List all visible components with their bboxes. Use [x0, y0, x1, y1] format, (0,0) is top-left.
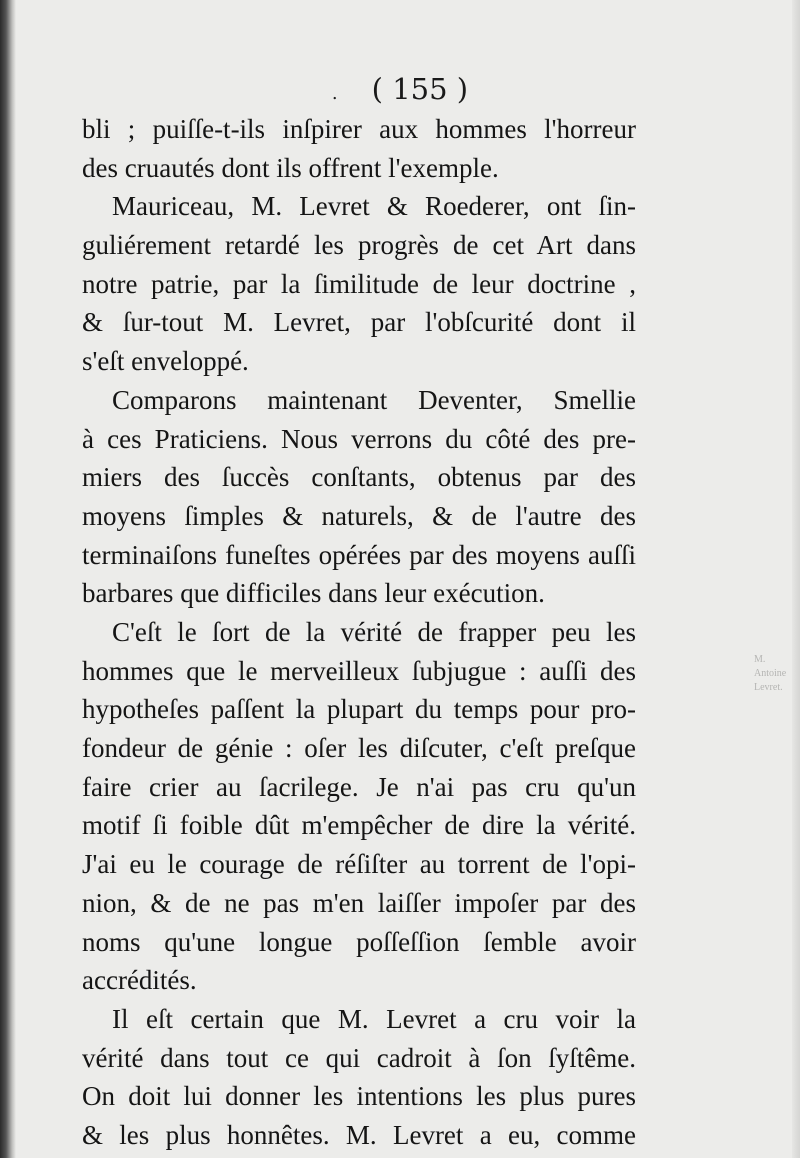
text-line: motif ſi foible dût m'empêcher de dire la vérité.	[82, 810, 636, 840]
margin-dot: .	[331, 83, 338, 104]
page-right-edge	[792, 0, 800, 1158]
text-line: hommes que le merveilleux ſubjugue : auſſi des	[82, 656, 636, 686]
text-line: Comparons maintenant Deventer, Smellie	[112, 385, 636, 415]
bleedthrough-line: M. Antoine	[754, 654, 787, 679]
text-line: des cruautés dont ils offrent l'exemple.	[82, 153, 499, 183]
text-line: vérité dans tout ce qui cadroit à ſon ſyſtême.	[82, 1043, 636, 1073]
text-line: faire crier au ſacrilege. Je n'ai pas cru qu'un	[82, 772, 636, 802]
text-line: C'eſt le ſort de la vérité de frapper peu les	[112, 617, 636, 647]
text-line: s'eſt enveloppé.	[82, 346, 249, 376]
text-line: guliérement retardé les progrès de cet Art dans	[82, 230, 636, 260]
text-line: terminaiſons funeſtes opérées par des moyens auſſi	[82, 540, 636, 570]
page-number: ( 155 )	[371, 72, 469, 106]
text-line: nion, & de ne pas m'en laiſſer impoſer par des	[82, 888, 636, 918]
text-line: moyens ſimples & naturels, & de l'autre des	[82, 501, 636, 531]
text-line: accrédités.	[82, 965, 197, 995]
text-line: fondeur de génie : oſer les diſcuter, c'eſt preſque	[82, 733, 636, 763]
text-line: à ces Praticiens. Nous verrons du côté des pre-	[82, 424, 636, 454]
text-line: miers des ſuccès conſtants, obtenus par des	[82, 462, 636, 492]
text-line: Mauriceau, M. Levret & Roederer, ont ſin-	[112, 191, 636, 221]
text-line: hypotheſes paſſent la plupart du temps pour pro-	[82, 694, 636, 724]
text-line: J'ai eu le courage de réſiſter au torrent de l'opi-	[82, 849, 636, 879]
text-line: & ſur-tout M. Levret, par l'obſcurité dont il	[82, 307, 636, 337]
page-gutter-shadow	[0, 0, 16, 1158]
bleedthrough-margin-note	[754, 653, 792, 695]
text-line: noms qu'une longue poſſeſſion ſemble avoir	[82, 927, 636, 957]
text-line: notre patrie, par la ſimilitude de leur doctrine ,	[82, 269, 636, 299]
text-line: On doit lui donner les intentions les plus pures	[82, 1081, 636, 1111]
page-header	[0, 72, 800, 106]
bleedthrough-line: Levret.	[754, 682, 783, 693]
text-line: bli ; puiſſe-t-ils inſpirer aux hommes l'horreur	[82, 114, 636, 144]
text-line: barbares que difficiles dans leur exécution.	[82, 578, 545, 608]
text-line: & les plus honnêtes. M. Levret a eu, comme	[82, 1120, 636, 1150]
text-line: Il eſt certain que M. Levret a cru voir la	[112, 1004, 636, 1034]
